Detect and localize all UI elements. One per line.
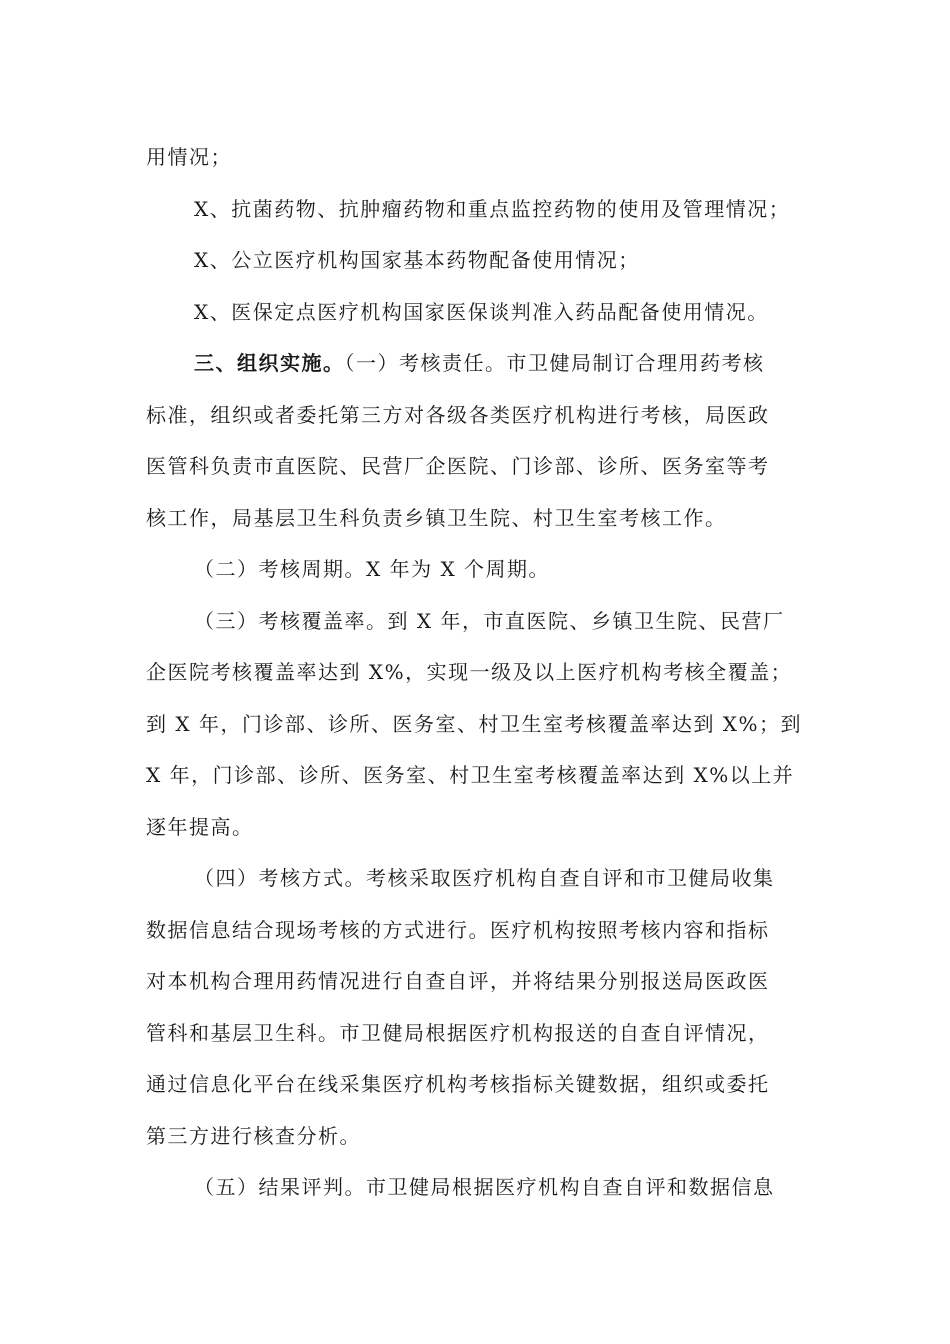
text-line: X、抗菌药物、抗肿瘤药物和重点监控药物的使用及管理情况； xyxy=(194,196,791,221)
paragraph-assessment-cycle xyxy=(146,544,806,596)
text-line: （五）结果评判。市卫健局根据医疗机构自查自评和数据信息 xyxy=(194,1175,775,1199)
text-line: 核工作，局基层卫生科负责乡镇卫生院、村卫生室考核工作。 xyxy=(146,505,727,530)
text-line: （四）考核方式。考核采取医疗机构自查自评和市卫健局收集 xyxy=(194,866,775,890)
text-line: 到 X 年，门诊部、诊所、医务室、村卫生室考核覆盖率达到 X%；到 xyxy=(146,711,803,736)
text-line: 管科和基层卫生科。市卫健局根据医疗机构报送的自查自评情况， xyxy=(146,1020,770,1045)
text-line: X、公立医疗机构国家基本药物配备使用情况； xyxy=(194,248,640,272)
paragraph-organization-implementation xyxy=(146,338,806,544)
paragraph-assessment-method xyxy=(146,853,806,1162)
paragraph-insurance-drugs xyxy=(146,287,806,339)
text-line xyxy=(146,338,806,390)
text-line: 企医院考核覆盖率达到 X%，实现一级及以上医疗机构考核全覆盖； xyxy=(146,660,793,684)
paragraph-antibacterial-drugs xyxy=(146,184,806,236)
paragraph-result-evaluation xyxy=(146,1162,806,1214)
text-segment: （一）考核责任。市卫健局制订合理用药考核 xyxy=(344,351,765,375)
text-line: X、医保定点医疗机构国家医保谈判准入药品配备使用情况。 xyxy=(194,299,769,324)
paragraph-continuation xyxy=(146,132,806,184)
text-line: 通过信息化平台在线采集医疗机构考核指标关键数据，组织或委托 xyxy=(146,1072,770,1096)
text-line: X 年，门诊部、诊所、医务室、村卫生室考核覆盖率达到 X%以上并 xyxy=(146,763,795,787)
paragraph-coverage-rate xyxy=(146,596,806,854)
text-line: （二）考核周期。X 年为 X 个周期。 xyxy=(194,557,551,581)
text-line: （三）考核覆盖率。到 X 年，市直医院、乡镇卫生院、民营厂 xyxy=(194,608,785,633)
text-line: 数据信息结合现场考核的方式进行。医疗机构按照考核内容和指标 xyxy=(146,917,770,942)
text-line: 对本机构合理用药情况进行自查自评，并将结果分别报送局医政医 xyxy=(146,969,770,993)
text-line: 标准，组织或者委托第三方对各级各类医疗机构进行考核，局医政 xyxy=(146,402,770,427)
text-line: 逐年提高。 xyxy=(146,814,254,839)
section-heading: 三、组织实施。 xyxy=(194,351,345,375)
text-line: 用情况； xyxy=(146,145,232,169)
text-line: 第三方进行核查分析。 xyxy=(146,1123,361,1148)
text-line: 医管科负责市直医院、民营厂企医院、门诊部、诊所、医务室等考 xyxy=(146,454,770,478)
paragraph-essential-drugs xyxy=(146,235,806,287)
